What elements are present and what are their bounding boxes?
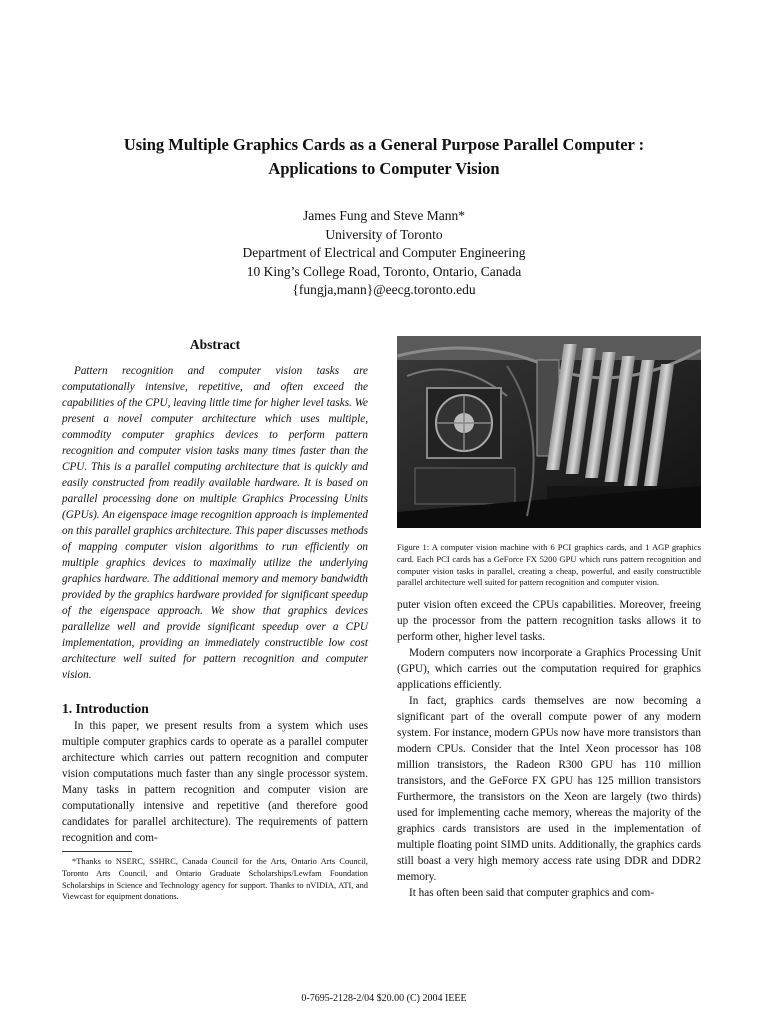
affiliation-university: University of Toronto (325, 226, 443, 242)
introduction-heading: 1. Introduction (62, 701, 149, 716)
acknowledgement-footnote: *Thanks to NSERC, SSHRC, Canada Council for the Arts, Ontario Arts Council, Toronto Arts Council, and Ontario Graduate Scholarships/Lewfam Foundation Scholarships in Science and Technology agency for support. Thanks to nVIDIA, ATI, and Viewcast for equipment donations. (62, 857, 368, 902)
figure-1-photo (397, 336, 701, 528)
paper-title (60, 133, 708, 181)
footnote-divider (62, 851, 132, 852)
introduction-paragraph-5: It has often been said that computer graphics and com- (409, 887, 655, 900)
introduction-paragraph-3: Modern computers now incorporate a Graphics Processing Unit (GPU), which carries out the computation required for graphics applications efficiently. (397, 647, 701, 692)
right-column (397, 336, 701, 901)
affiliation-department: Department of Electrical and Computer Engineering (242, 245, 526, 260)
abstract-heading: Abstract (189, 337, 241, 352)
left-column (62, 336, 368, 903)
title-line-2: Applications to Computer Vision (268, 159, 500, 178)
figure-1-caption: Figure 1: A computer vision machine with 6 PCI graphics cards, and 1 AGP graphics card. Each PCI cards has a GeForce FX 5200 GPU which runs pattern recognition and computer vision tasks in parallel, creating a cheap, powerful, and easily constructible parallel architecture well suited for pattern recognition and computer vision. (397, 542, 701, 588)
author-email: {fungja,mann}@eecg.toronto.edu (292, 282, 476, 297)
page-footer: 0-7695-2128-2/04 $20.00 (C) 2004 IEEE (301, 993, 467, 1004)
author-names: James Fung and Steve Mann* (303, 208, 465, 223)
author-block (160, 207, 608, 300)
introduction-paragraph-1: In this paper, we present results from a system which uses multiple computer graphics cards to operate as a parallel computer architecture which carries out pattern recognition and computer vision computations much faster than any single processor system. Many tasks in pattern recognition and computer vision are computationally intensive and repetitive (and therefore good candidates for parallel architecture). The requirements of pattern recognition and com- (62, 720, 368, 844)
introduction-paragraph-2: puter vision often exceed the CPUs capabilities. Moreover, freeing up the processor from the pattern recognition tasks allows it to perform other, higher level tasks. (397, 599, 701, 644)
affiliation-address: 10 King’s College Road, Toronto, Ontario, Canada (246, 263, 522, 279)
introduction-paragraph-4: In fact, graphics cards themselves are now becoming a significant part of the overall compute power of any modern system. For instance, modern GPUs now have more transistors than modern CPUs. Consider that the Intel Xeon processor has 108 million transistors, the Radeon R300 GPU has 110 million transistors, and the GeForce FX GPU has 125 million transistors Furthermore, the transistors on the Xeon are largely (two thirds) used for implementing cache memory, whereas the majority of the graphics cards transistors are used in the implementation of multiple floating point SIMD units. Additionally, the graphics cards still boast a very high memory access rate using DDR and DDR2 memory. (397, 695, 701, 884)
abstract-text: Pattern recognition and computer vision tasks are computationally intensive, repetitive, and often exceed the capabilities of the CPU, leaving little time for higher level tasks. We present a novel computer architecture which uses multiple, commodity computer graphics devices to perform pattern recognition and computer vision tasks many times faster than the CPU. This is a parallel computing architecture that is quickly and easily constructed from readily available hardware. It is based on parallel processing done on multiple Graphics Processing Units (GPUs). An eigenspace image recognition approach is implemented on this parallel graphics architecture. This paper discusses methods of mapping computer vision algorithms to run efficiently on multiple graphics devices to maximally utilize the underlying graphics hardware. The additional memory and memory bandwidth provided by the graphics hardware provided for significant speedup of the eigenspace approach. We show that graphics devices parallelize well and provide significant speedup over a CPU implementation, providing an immediately constructible low cost architecture well suited for pattern recognition and computer vision. (62, 365, 368, 681)
title-line-1: Using Multiple Graphics Cards as a General Purpose Parallel Computer : (123, 135, 645, 154)
